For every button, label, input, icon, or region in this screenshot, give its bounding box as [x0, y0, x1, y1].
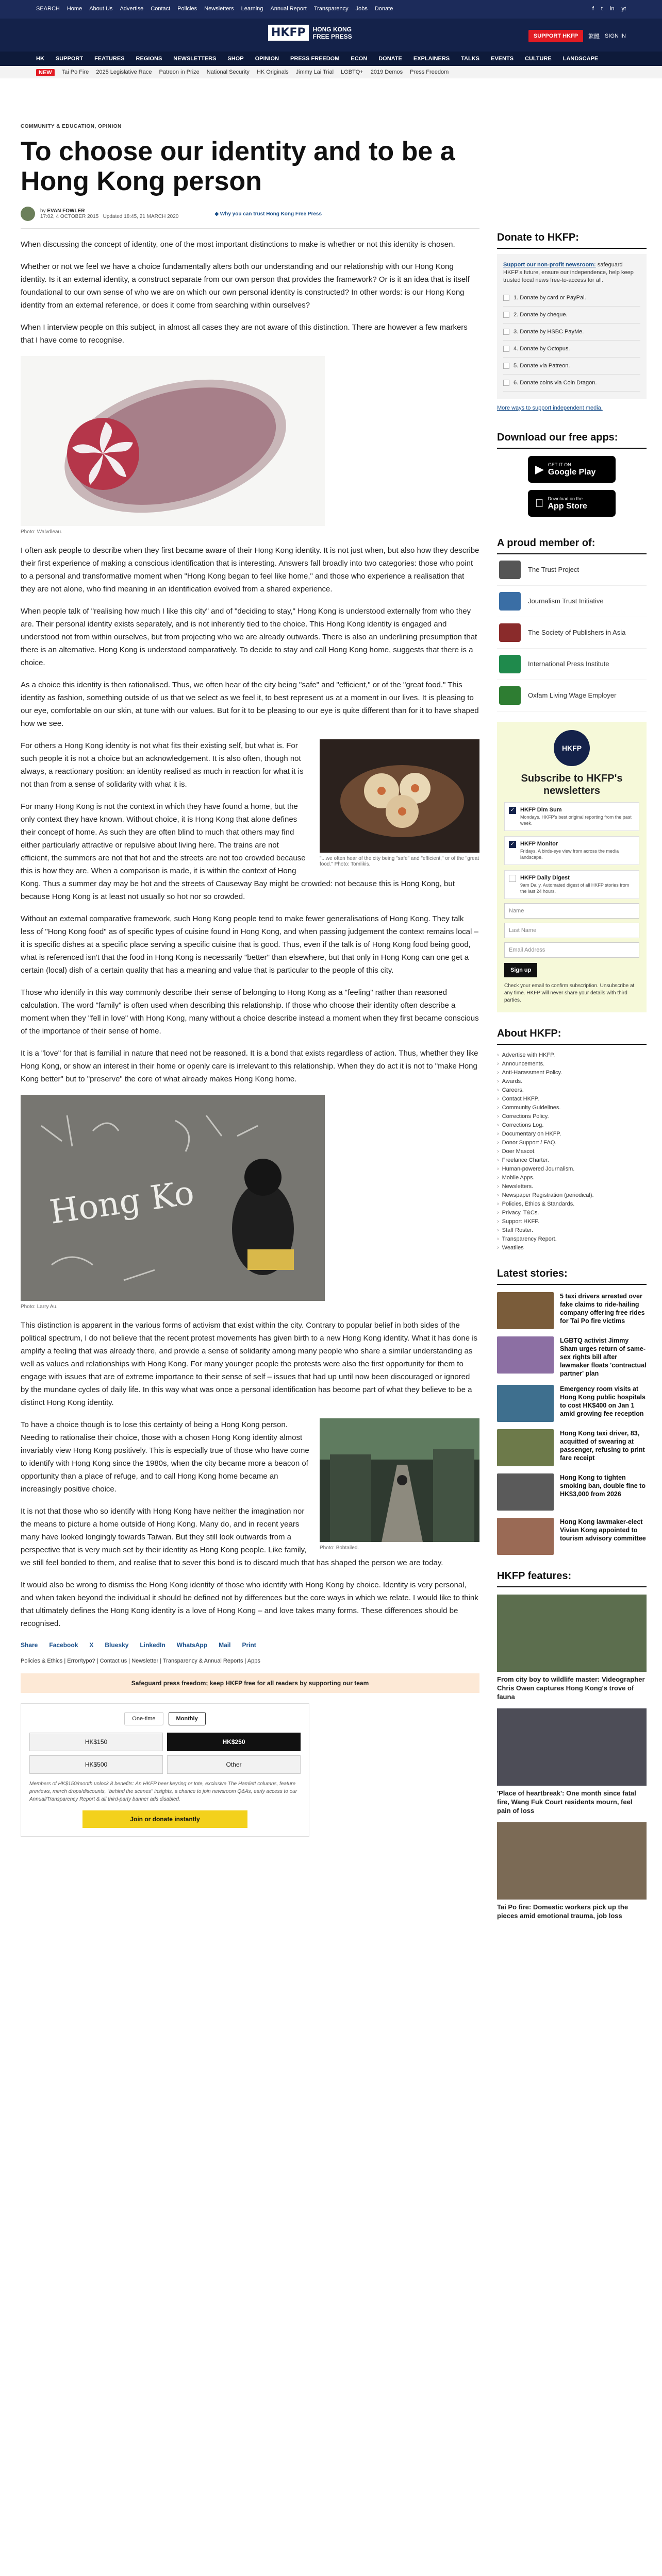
- street-illustration: [320, 1418, 479, 1542]
- option-title: HKFP Dim Sum: [520, 807, 562, 813]
- about-link[interactable]: › Freelance Charter.: [497, 1156, 647, 1165]
- about-link[interactable]: › Staff Roster.: [497, 1226, 647, 1235]
- top-utility-bar: [0, 0, 662, 19]
- photo-caption: Photo: Larry Au.: [21, 1304, 58, 1310]
- newsletter-signup: [497, 722, 647, 1012]
- dim-sum-illustration: [320, 739, 479, 853]
- latest-story[interactable]: [497, 1385, 647, 1422]
- about-heading: About HKFP:: [497, 1028, 647, 1045]
- story-title[interactable]: LGBTQ activist Jimmy Sham urges return of same-sex rights bill after lawmaker floats 'contractual partner' plan: [560, 1337, 647, 1377]
- about-link[interactable]: › Doer Mascot.: [497, 1147, 647, 1156]
- top-link-home[interactable]: Home: [67, 6, 82, 12]
- about-link[interactable]: › Announcements.: [497, 1060, 647, 1069]
- story-title[interactable]: 5 taxi drivers arrested over fake claims to ride-hailing company offering free rides for Tai Po fire victims: [560, 1293, 645, 1325]
- paragraph: To have a choice though is to lose this certainty of being a Hong Kong person. Needing to rationalise their choice, those with a chosen Hong Kong identity almost invariably view Hong Kong positively. This is especially true of those who have come to identify with Hong Kong since the 1980s, when the city became more a beacon of opportunity than a place of refuge, and to call Hong Kong home became an increasingly positive choice.: [21, 1420, 309, 1494]
- latest-story[interactable]: [497, 1429, 647, 1466]
- amount-option[interactable]: HK$150: [29, 1733, 163, 1751]
- latest-list: [497, 1292, 647, 1555]
- about-link[interactable]: › Privacy, T&Cs.: [497, 1209, 647, 1217]
- paragraph: It would also be wrong to dismiss the Hong Kong identity of those who identify with Hong Kong by choice. Identity is very personal, and when taken beyond the individual it should be defined not by differences but the core ways in which we relate. I would like to think that ultimately defines the Hong Kong identity is a love of Hong Kong – and love takes many forms. These differences should be recognised.: [21, 1581, 478, 1628]
- logo-wordmark: [313, 26, 352, 40]
- amount-option[interactable]: Other: [167, 1755, 301, 1774]
- chalk-photo: [21, 1095, 325, 1301]
- share-link[interactable]: Print: [242, 1641, 256, 1649]
- latest-story[interactable]: [497, 1518, 647, 1555]
- top-link-policies[interactable]: Policies: [177, 6, 197, 12]
- member-logo[interactable]: [497, 649, 647, 680]
- member-name: The Trust Project: [528, 566, 579, 573]
- check-icon[interactable]: ✓: [509, 841, 516, 848]
- support-hkfp-button[interactable]: SUPPORT HKFP: [528, 30, 583, 42]
- top-link-jobs[interactable]: Jobs: [355, 6, 368, 12]
- story-thumbnail[interactable]: [497, 1336, 554, 1374]
- nav-items: [36, 56, 598, 62]
- share-link[interactable]: LinkedIn: [140, 1641, 166, 1649]
- member-mark-icon: [499, 686, 521, 705]
- apple-small: Download on the: [539, 496, 574, 501]
- chalk-text: Hong Ko: [47, 1174, 196, 1232]
- ticker-item[interactable]: National Security: [206, 69, 250, 75]
- about-link[interactable]: › Corrections Policy.: [497, 1112, 647, 1121]
- story-thumbnail[interactable]: [497, 1385, 554, 1422]
- story-title[interactable]: Emergency room visits at Hong Kong public hospitals to cost HK$400 on Jan 1 amid growing fee reception: [560, 1385, 646, 1417]
- option-title: HKFP Daily Digest: [520, 875, 570, 881]
- photo-caption: Photo: Walvdleau.: [21, 529, 62, 535]
- share-link[interactable]: WhatsApp: [176, 1641, 208, 1649]
- language-switch[interactable]: 繁體: [588, 33, 600, 40]
- member-name: Oxfam Living Wage Employer: [528, 691, 617, 699]
- latest-story[interactable]: [497, 1336, 647, 1378]
- newsletter-option-digest[interactable]: [504, 870, 639, 899]
- about-link[interactable]: › Careers.: [497, 1086, 647, 1095]
- newsletter-title: Subscribe to HKFP's newsletters: [521, 773, 623, 796]
- option-desc: Mondays. HKFP's best original reporting from the past week.: [520, 815, 632, 826]
- latest-story[interactable]: [497, 1292, 647, 1329]
- article-title: To choose our identity and to be a Hong Kong person: [21, 137, 455, 196]
- bauhinia-illustration: [21, 356, 325, 526]
- share-links: [21, 1641, 479, 1649]
- first-name-field[interactable]: Name: [504, 903, 639, 919]
- amount-options: [29, 1733, 301, 1774]
- paragraph: For others a Hong Kong identity is not what fits their existing self, but what is. For such people it is not a choice but an acknowledgement. It is also often, though not always, a reactionary position: an identity realised as much in reaction for what it is not than from a sense of solidarity with what it is.: [21, 741, 304, 789]
- street-figure: [320, 1418, 479, 1551]
- paragraph: For many Hong Kong is not the context in which they have found a home, but the only context they have known. Without choice, it is Hong Kong that alone defines their concept of home. As such they are often blind to much that others may find either particularly attractive or repulsive about living here. The trains are not efficient, the summers are not that hot and the streets are not too crowded because this is how they are. When a comparison is made, it is within the context of Hong Kong. Thus a summer day may be hot and the streets of Causeway Bay might be crowded: not because this is Hong Kong, but because Hong Kong is at least not usually so hot nor so crowded.: [21, 802, 455, 901]
- story-thumbnail[interactable]: [497, 1292, 554, 1329]
- ticker-item[interactable]: LGBTQ+: [341, 69, 363, 75]
- about-link[interactable]: › Contact HKFP.: [497, 1095, 647, 1104]
- about-link[interactable]: › Policies, Ethics & Standards.: [497, 1200, 647, 1209]
- byline: [21, 207, 479, 221]
- top-link-donate[interactable]: Donate: [374, 6, 393, 12]
- byline-text: by EVAN FOWLER 17:02, 4 OCTOBER 2015 Updated 18:45, 21 MARCH 2020: [40, 208, 179, 219]
- ticker-item[interactable]: Jimmy Lai Trial: [295, 69, 334, 75]
- nav-item[interactable]: REGIONS: [136, 56, 162, 62]
- donate-option[interactable]: [503, 307, 640, 324]
- feature-thumbnail[interactable]: [497, 1708, 647, 1786]
- about-link[interactable]: › Documentary on HKFP.: [497, 1130, 647, 1139]
- top-link-about[interactable]: About Us: [89, 6, 113, 12]
- member-logo[interactable]: [497, 617, 647, 649]
- latest-heading: Latest stories:: [497, 1268, 647, 1285]
- sign-up-button[interactable]: Sign up: [504, 963, 537, 977]
- play-text: [548, 462, 595, 477]
- nav-item[interactable]: LANDSCAPE: [562, 56, 599, 62]
- member-mark-icon: [499, 561, 521, 579]
- about-link[interactable]: › Corrections Log.: [497, 1121, 647, 1130]
- top-link-advertise[interactable]: Advertise: [120, 6, 144, 12]
- checkbox-icon[interactable]: [503, 363, 509, 369]
- donate-option-label: 2. Donate by cheque.: [514, 312, 568, 318]
- member-logo[interactable]: [497, 586, 647, 617]
- donate-option-label: 5. Donate via Patreon.: [514, 363, 570, 369]
- apple-icon: [535, 497, 544, 510]
- feature-thumbnail[interactable]: [497, 1822, 647, 1900]
- dim-sum-figure: [320, 739, 479, 867]
- donate-option-label: 3. Donate by HSBC PayMe.: [514, 329, 584, 335]
- more-ways-link[interactable]: More ways to support independent media.: [497, 405, 603, 411]
- nav-item[interactable]: ECON: [351, 56, 368, 62]
- ticker-items: [36, 69, 449, 76]
- donate-intro: [503, 261, 640, 284]
- top-links: [36, 6, 393, 12]
- donate-panel: [497, 254, 647, 399]
- paragraph: When discussing the concept of identity, one of the most important distinctions to make is whether or not this identity is chosen.: [21, 240, 455, 249]
- street-caption: Photo: Bobtailed.: [320, 1545, 359, 1551]
- freq-one-time[interactable]: One-time: [124, 1712, 163, 1725]
- newsletter-logo: HKFP: [554, 730, 590, 766]
- play-big: Google Play: [548, 468, 596, 477]
- logo-line-2: FREE PRESS: [312, 32, 352, 40]
- x-icon[interactable]: t: [601, 6, 603, 12]
- amount-option[interactable]: HK$500: [29, 1755, 163, 1774]
- sidebar: [497, 232, 647, 1920]
- linkedin-icon[interactable]: in: [609, 6, 615, 12]
- top-link-contact[interactable]: Contact: [151, 6, 171, 12]
- ticker-item[interactable]: Press Freedom: [410, 69, 449, 75]
- updated-date: Updated 18:45, 21 MARCH 2020: [103, 214, 179, 219]
- nav-item[interactable]: EXPLAINERS: [413, 56, 450, 62]
- about-link[interactable]: › Weatlies: [497, 1244, 647, 1252]
- play-small: GET IT ON: [548, 462, 571, 467]
- option-desc: Fridays. A birds-eye view from across the media landscape.: [520, 849, 619, 860]
- about-link[interactable]: › Anti-Harassment Policy.: [497, 1069, 647, 1077]
- logo-mark: HKFP: [268, 25, 309, 41]
- nav-item[interactable]: OPINION: [255, 56, 279, 62]
- ticker-item[interactable]: HK Originals: [256, 69, 289, 75]
- checkbox-icon[interactable]: [509, 875, 516, 882]
- donate-option-label: 6. Donate coins via Coin Dragon.: [514, 380, 597, 386]
- newsletter-option-monitor[interactable]: [504, 836, 639, 865]
- member-name: The Society of Publishers in Asia: [528, 629, 626, 636]
- trust-link-label: Why you can trust Hong Kong Free Press: [220, 211, 322, 217]
- social-icons: [592, 6, 626, 12]
- masthead-actions: [528, 30, 626, 42]
- checkbox-icon[interactable]: [503, 295, 509, 301]
- option-title: HKFP Monitor: [520, 841, 558, 847]
- play-icon: ▶: [535, 463, 544, 476]
- masthead: [0, 19, 662, 52]
- feature-title[interactable]: From city boy to wildlife master: Videographer Chris Owen captures Hong Kong's trove of fauna: [497, 1675, 645, 1701]
- paragraph: Without an external comparative framework, such Hong Kong people tend to make fewer generalisations of Hong Kong. They talk less of "Hong Kong food" as of specific types of cuisine found in Hong Kong, and when passing judgement the context remains local – it is specific dishes at a specific place serving a specific cuisine that is good. Thus, even if the talk is of Hong Kong food being good, what is referenced isn't that the food in Hong Kong is necessarily "better" than elsewhere, but that only in Hong Kong can one get a certain (local) dish of a certain quality that has a meaning and value that is particular to the people of this city.: [21, 914, 478, 975]
- top-link-annual-report[interactable]: Annual Report: [270, 6, 307, 12]
- about-link[interactable]: › Advertise with HKFP.: [497, 1051, 647, 1060]
- donate-option[interactable]: [503, 341, 640, 358]
- dim-sum-caption: "...we often hear of the city being "safe" and "efficient," or of the "great food." Photo: Tomlikis.: [320, 856, 479, 867]
- ticker-item[interactable]: Tai Po Fire: [61, 69, 89, 75]
- member-mark-icon: [499, 623, 521, 642]
- byline-divider: [21, 228, 479, 229]
- donate-intro-text: safeguard HKFP's future, ensure our independence, help keep trusted local news free-to-access for all.: [503, 262, 634, 283]
- top-link-learning[interactable]: Learning: [241, 6, 263, 12]
- share-link[interactable]: X: [89, 1641, 94, 1649]
- share-link[interactable]: Share: [21, 1641, 38, 1649]
- top-link-transparency[interactable]: Transparency: [313, 6, 349, 12]
- nav-item[interactable]: PRESS FREEDOM: [290, 56, 340, 62]
- donate-option-label: 4. Donate by Octopus.: [514, 346, 570, 352]
- donate-option[interactable]: [503, 324, 640, 341]
- about-link[interactable]: › Donor Support / FAQ.: [497, 1139, 647, 1147]
- option-desc: 9am Daily. Automated digest of all HKFP stories from the last 24 hours.: [520, 883, 630, 894]
- share-link[interactable]: Facebook: [49, 1641, 78, 1649]
- story-title[interactable]: Hong Kong lawmaker-elect Vivian Kong appointed to tourism advisory committee: [560, 1518, 646, 1542]
- about-link[interactable]: › Transparency Report.: [497, 1235, 647, 1244]
- features-list: [497, 1595, 647, 1920]
- feature-story[interactable]: [497, 1595, 647, 1701]
- nav-item[interactable]: SHOP: [227, 56, 244, 62]
- story-title[interactable]: Hong Kong taxi driver, 83, acquitted of swearing at passenger, refusing to print fare receipt: [560, 1430, 645, 1462]
- topic-ticker: [0, 66, 662, 78]
- donate-intro-link[interactable]: Support our non-profit newsroom:: [503, 262, 596, 268]
- story-thumbnail[interactable]: [497, 1429, 554, 1466]
- amount-option-selected[interactable]: HK$250: [167, 1733, 301, 1751]
- apple-text: [539, 496, 587, 511]
- donate-list: [503, 290, 640, 392]
- dim-sum-photo: [320, 739, 479, 853]
- about-list: [497, 1051, 647, 1252]
- ticker-item[interactable]: 2019 Demos: [370, 69, 403, 75]
- story-title[interactable]: Hong Kong to tighten smoking ban, double fine to HK$3,000 from 2026: [560, 1474, 646, 1498]
- top-link-search[interactable]: SEARCH: [36, 6, 60, 12]
- checkbox-icon[interactable]: [503, 329, 509, 335]
- paragraph: Whether or not we feel we have a choice fundamentally alters both our understanding and our relationship with our Hong Kong identity. Is it an external identity, a construct separate from our own person that provides the framework? Or is it an idea that is itself foundational to our own sense of who we are on which our own personal identity is constructed? In other words: is our Hong Kong identity from an external reference, or does it come from searching within ourselves?: [21, 262, 470, 310]
- about-link[interactable]: › Newspaper Registration (periodical).: [497, 1191, 647, 1200]
- paragraph: When I interview people on this subject, in almost all cases they are not aware of this distinction. There are however a few markers that I have come to recognise.: [21, 323, 468, 345]
- paragraph: When people talk of "realising how much I like this city" and of "deciding to stay," Hong Kong is understood externally from who they are. Their personal identity exists separately, and is not inherently tied to the choice. This Hong Kong identity is engaged and understood not from within ourselves, but from projecting who we are already outwards. There is also an underlining presumption that there is an alternative. Hong Kong is understood comparatively. To decide to stay and call Hong Kong home, suggests that there is a choice.: [21, 607, 477, 667]
- latest-story[interactable]: [497, 1473, 647, 1511]
- ticker-item[interactable]: Patreon in Prize: [159, 69, 200, 75]
- newsletter-option-dim-sum[interactable]: [504, 802, 639, 831]
- member-mark-icon: [499, 592, 521, 611]
- email-field[interactable]: Email Address: [504, 942, 639, 958]
- paragraph: This distinction is apparent in the various forms of activism that exist within the city. Contrary to popular belief in both sides of the political spectrum, I do not believe that the recent protest movements has given birth to a new Hong Kong identity. What it has done is amplify a feeling that was already there, and provide a sense of solidarity among many people who share a similar understanding as well as values and relationships with Hong Kong. For many younger people the protests were also the first opportunity for them to engage with issues that are of extreme importance to their sense of self – issues that had up until now been discouraged or ignored by the mundane cycles of daily life. In this way what was once a personal identification has become part of what they believe to be a distinct Hong Kong identity.: [21, 1321, 478, 1407]
- member-mark-icon: [499, 655, 521, 673]
- paragraph: It is a "love" for that is familial in nature that need not be reasoned. It is a bond that exists regardless of action. Thus, whether they like Hong Kong, or show an interest in their home or openly care is irrelevant to this relationship. When they do act it is not to "make Hong Kong better" but to "preserve" the core of what already makes Hong Kong home.: [21, 1049, 478, 1083]
- feature-title[interactable]: Tai Po fire: Domestic workers pick up the pieces amid emotional trauma, job loss: [497, 1903, 628, 1920]
- paragraph: Those who identify in this way commonly describe their sense of belonging to Hong Kong as a "feeling" rather than reasoned calculation. The word "family" is often used when describing this relationship. If those who choose their identity often describe a moment when they "fell in love" with Hong Kong, many without a choice describe instead a moment when they first became conscious of the importance of their sense of home.: [21, 988, 479, 1036]
- membership-note: Members of HK$150/month unlock 8 benefits: An HKFP beer keyring or tote, exclusive The Hamlett columns, feature previews, merch drops/discounts, "behind the scenes" insights, a chance to join newsroom Q&As, early access to our Annual/Transparency Report & all third-party banner ads disabled.: [29, 1781, 297, 1802]
- about-link[interactable]: › Awards.: [497, 1077, 647, 1086]
- nav-item[interactable]: DONATE: [378, 56, 402, 62]
- paragraph: It is not that those who so identify with Hong Kong have neither the imagination nor the means to picture a home outside of Hong Kong. Many do, and in recent years many have looked longingly towards Taiwan. But they still look outwards from a perspective that is very much set by their identity as Hong Kong people. Like family, we still feel bonded to them, and realise that to sever this bond is to discard much that has shaped the person we are today.: [21, 1507, 443, 1567]
- main-nav: [0, 52, 662, 66]
- about-link[interactable]: › Newsletters.: [497, 1182, 647, 1191]
- donate-widget: [21, 1703, 309, 1837]
- freq-monthly[interactable]: Monthly: [169, 1712, 206, 1725]
- member-list: [497, 554, 647, 711]
- nav-item[interactable]: EVENTS: [490, 56, 514, 62]
- about-link[interactable]: › Community Guidelines.: [497, 1104, 647, 1112]
- trust-link[interactable]: ◆ Why you can trust Hong Kong Free Press: [214, 211, 322, 217]
- meta-links[interactable]: Policies & Ethics | Error/typo? | Contact us | Newsletter | Transparency & Annual Reports | Apps: [21, 1658, 260, 1664]
- donate-heading: Donate to HKFP:: [497, 232, 647, 249]
- google-play-badge[interactable]: [528, 456, 616, 483]
- apple-big: App Store: [539, 502, 579, 511]
- share-link[interactable]: Bluesky: [105, 1641, 129, 1649]
- about-link[interactable]: › Mobile Apps.: [497, 1174, 647, 1182]
- author-name[interactable]: EVAN FOWLER: [47, 208, 85, 214]
- article-categories[interactable]: COMMUNITY & EDUCATION, OPINION: [21, 124, 122, 129]
- article: [21, 124, 479, 1837]
- ticker-item[interactable]: 2025 Legislative Race: [96, 69, 152, 75]
- donate-option-label: 1. Donate by card or PayPal.: [514, 295, 586, 301]
- member-logo[interactable]: [497, 680, 647, 711]
- author-avatar: [21, 207, 35, 221]
- feature-thumbnail[interactable]: [497, 1595, 647, 1672]
- members-heading: A proud member of:: [497, 537, 647, 554]
- member-logo[interactable]: [497, 554, 647, 586]
- site-logo[interactable]: [268, 25, 352, 41]
- sign-in-link[interactable]: SIGN IN: [605, 33, 626, 39]
- donate-option[interactable]: [503, 358, 640, 375]
- support-banner[interactable]: Safeguard press freedom; keep HKFP free for all readers by supporting our team: [21, 1673, 479, 1693]
- street-photo: [320, 1418, 479, 1542]
- last-name-field[interactable]: Last Name: [504, 923, 639, 938]
- feature-story[interactable]: [497, 1822, 647, 1920]
- join-donate-button[interactable]: Join or donate instantly: [82, 1810, 247, 1828]
- apps-heading: Download our free apps:: [497, 432, 647, 449]
- nav-item[interactable]: NEWSLETTERS: [173, 56, 217, 62]
- facebook-icon[interactable]: f: [592, 6, 594, 12]
- features-heading: HKFP features:: [497, 1570, 647, 1587]
- about-link[interactable]: › Human-powered Journalism.: [497, 1165, 647, 1174]
- nav-item[interactable]: CULTURE: [525, 56, 552, 62]
- publish-date: 17:02, 4 OCTOBER 2015: [40, 214, 99, 219]
- frequency-toggle: [29, 1712, 301, 1725]
- top-link-newsletters[interactable]: Newsletters: [204, 6, 234, 12]
- feature-story[interactable]: [497, 1708, 647, 1815]
- ticker-list: [62, 69, 449, 76]
- story-thumbnail[interactable]: [497, 1518, 554, 1555]
- new-badge: NEW: [36, 69, 55, 76]
- checkbox-icon[interactable]: [503, 380, 509, 386]
- feature-title[interactable]: 'Place of heartbreak': One month since fatal fire, Wang Fuk Court residents mourn, feel pain of loss: [497, 1789, 636, 1815]
- checkbox-icon[interactable]: [503, 346, 509, 352]
- nav-item[interactable]: HK: [36, 56, 44, 62]
- bauhinia-photo: [21, 356, 325, 526]
- nav-item[interactable]: TALKS: [461, 56, 479, 62]
- nav-item[interactable]: SUPPORT: [55, 56, 84, 62]
- member-name: Journalism Trust Initiative: [528, 597, 604, 605]
- checkbox-icon[interactable]: [503, 312, 509, 318]
- app-store-badge[interactable]: [528, 490, 616, 517]
- chalk-illustration: [21, 1095, 325, 1301]
- nav-item[interactable]: FEATURES: [94, 56, 125, 62]
- logo-line-1: HONG KONG: [312, 25, 352, 33]
- share-link[interactable]: Mail: [219, 1641, 231, 1649]
- check-icon[interactable]: ✓: [509, 807, 516, 814]
- paragraph: I often ask people to describe when they first became aware of their Hong Kong identity. It is not just when, but also how they describe their first experience of making a conscious identification that is interesting. Answers fall broadly into two categories: those who point to a personal and transformative moment when "Hong Kong began to feel like home," and those who experience a realisation that they are not alone, who find meaning in an identification evolved from a shared experience.: [21, 546, 479, 594]
- donate-option[interactable]: [503, 290, 640, 307]
- story-thumbnail[interactable]: [497, 1473, 554, 1511]
- about-link[interactable]: › Support HKFP.: [497, 1217, 647, 1226]
- donate-option[interactable]: [503, 375, 640, 392]
- newsletter-note: Check your email to confirm subscription. Unsubscribe at any time. HKFP will never share your details with third parties.: [504, 983, 635, 1003]
- youtube-icon[interactable]: yt: [621, 6, 626, 12]
- member-name: International Press Institute: [528, 660, 609, 668]
- paragraph: As a choice this identity is then rationalised. Thus, we often hear of the city being "safe" and "efficient," or of the "great food." This identity as fashion, something outside of us that we select as we feel it, to best represent us at a moment in our lives. It is pleasing to our eye, comfortable on our skin, at tune with our values. But for it to be pleasing to our eye is quite different than for it to have shaped how we see.: [21, 681, 479, 728]
